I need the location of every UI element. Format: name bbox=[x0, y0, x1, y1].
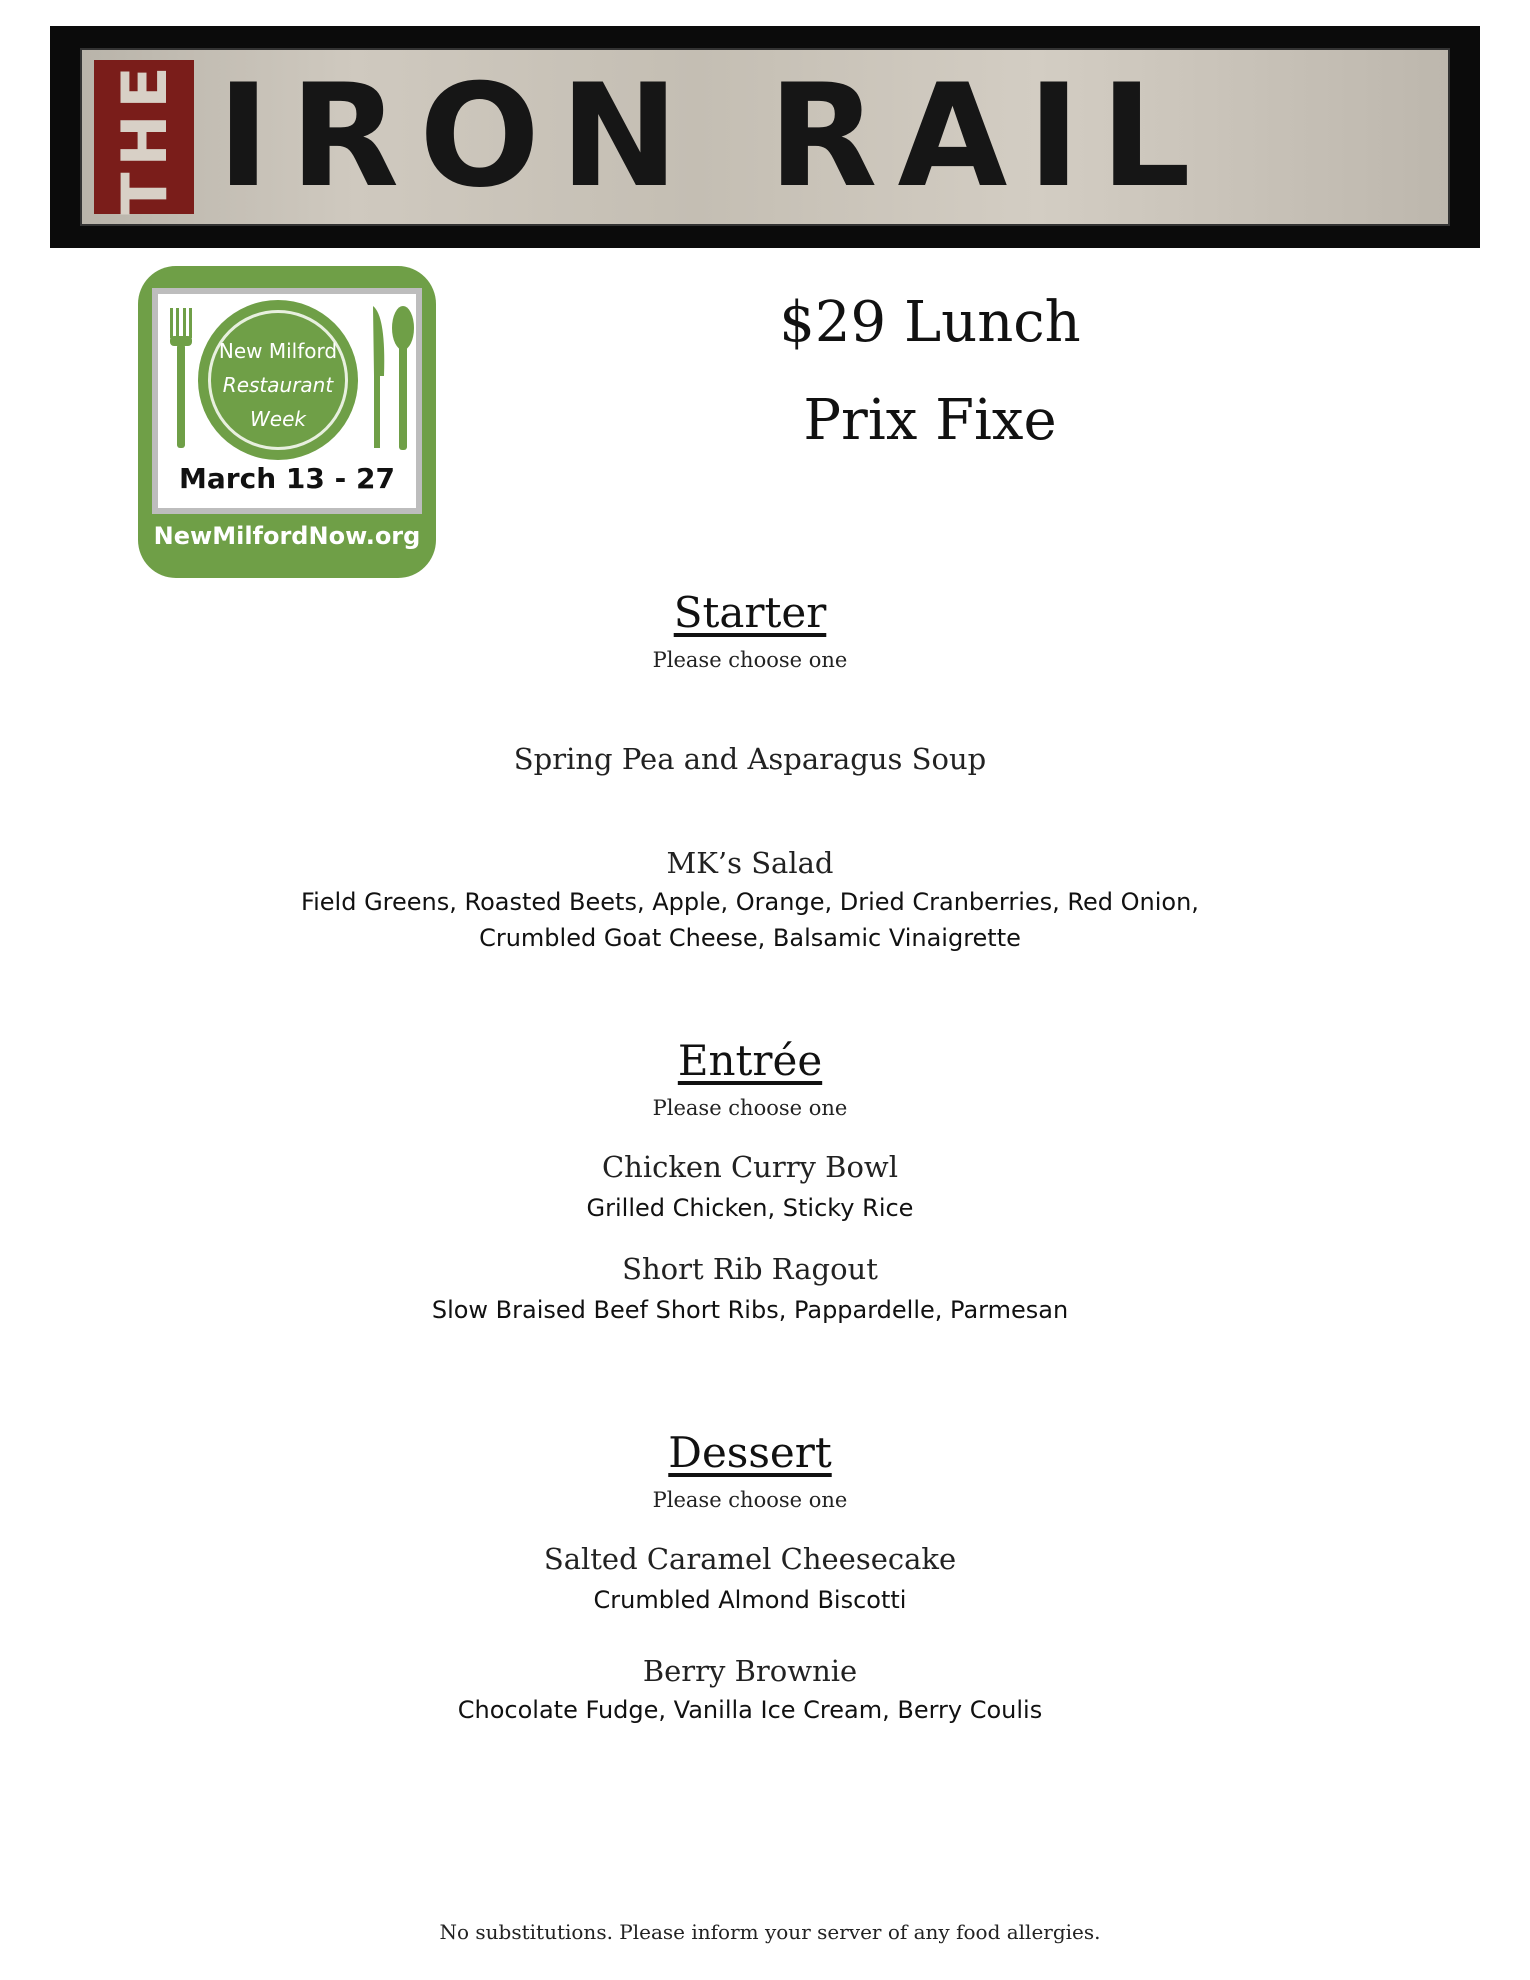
dish-name: Spring Pea and Asparagus Soup bbox=[513, 742, 987, 776]
section-title: Starter bbox=[673, 588, 827, 637]
logo-line-2: Restaurant bbox=[222, 373, 334, 397]
price-title: $29 Lunch bbox=[779, 290, 1081, 355]
fork-icon bbox=[168, 308, 194, 448]
dish-description: Chocolate Fudge, Vanilla Ice Cream, Berry Coulis bbox=[457, 1696, 1043, 1724]
dish-description: Crumbled Goat Cheese, Balsamic Vinaigrette bbox=[479, 924, 1021, 952]
banner-name bbox=[217, 50, 1428, 224]
entree-heading bbox=[0, 1036, 1500, 1085]
logo-line-1: New Milford bbox=[218, 339, 338, 363]
plate-graphic bbox=[198, 300, 358, 460]
dish-name: MK’s Salad bbox=[666, 846, 834, 880]
spoon-icon bbox=[392, 306, 414, 450]
allergy-footer: No substitutions. Please inform your server of any food allergies. bbox=[439, 1920, 1101, 1944]
dish-description: Grilled Chicken, Sticky Rice bbox=[586, 1194, 914, 1222]
dessert-heading bbox=[0, 1428, 1500, 1477]
logo-url: NewMilfordNow.org bbox=[153, 522, 421, 550]
logo-dates: March 13 - 27 bbox=[179, 462, 395, 495]
dish-description: Slow Braised Beef Short Ribs, Pappardelle, Parmesan bbox=[431, 1296, 1069, 1324]
dish-name: Short Rib Ragout bbox=[622, 1252, 878, 1286]
dish-name: Salted Caramel Cheesecake bbox=[543, 1542, 957, 1576]
choose-note: Please choose one bbox=[652, 648, 848, 672]
restaurant-week-logo bbox=[138, 266, 436, 578]
banner-the-block bbox=[94, 60, 194, 214]
logo-line-3: Week bbox=[250, 407, 306, 431]
choose-note: Please choose one bbox=[652, 1488, 848, 1512]
section-title: Entrée bbox=[677, 1036, 823, 1085]
knife-icon bbox=[370, 306, 386, 448]
logo-card bbox=[152, 288, 422, 514]
banner-plank bbox=[80, 48, 1450, 226]
dish-name: Chicken Curry Bowl bbox=[601, 1150, 899, 1184]
dish-name: Berry Brownie bbox=[642, 1654, 858, 1688]
banner-the-text: THE bbox=[107, 59, 181, 215]
restaurant-banner bbox=[50, 26, 1480, 248]
section-title: Dessert bbox=[668, 1428, 832, 1477]
dish-description: Field Greens, Roasted Beets, Apple, Orange, Dried Cranberries, Red Onion, bbox=[301, 888, 1199, 916]
prix-fixe-title: Prix Fixe bbox=[803, 388, 1057, 453]
banner-name-text: IRON RAIL bbox=[217, 54, 1211, 219]
choose-note: Please choose one bbox=[652, 1096, 848, 1120]
dish-description: Crumbled Almond Biscotti bbox=[593, 1586, 907, 1614]
starter-heading bbox=[0, 588, 1500, 637]
